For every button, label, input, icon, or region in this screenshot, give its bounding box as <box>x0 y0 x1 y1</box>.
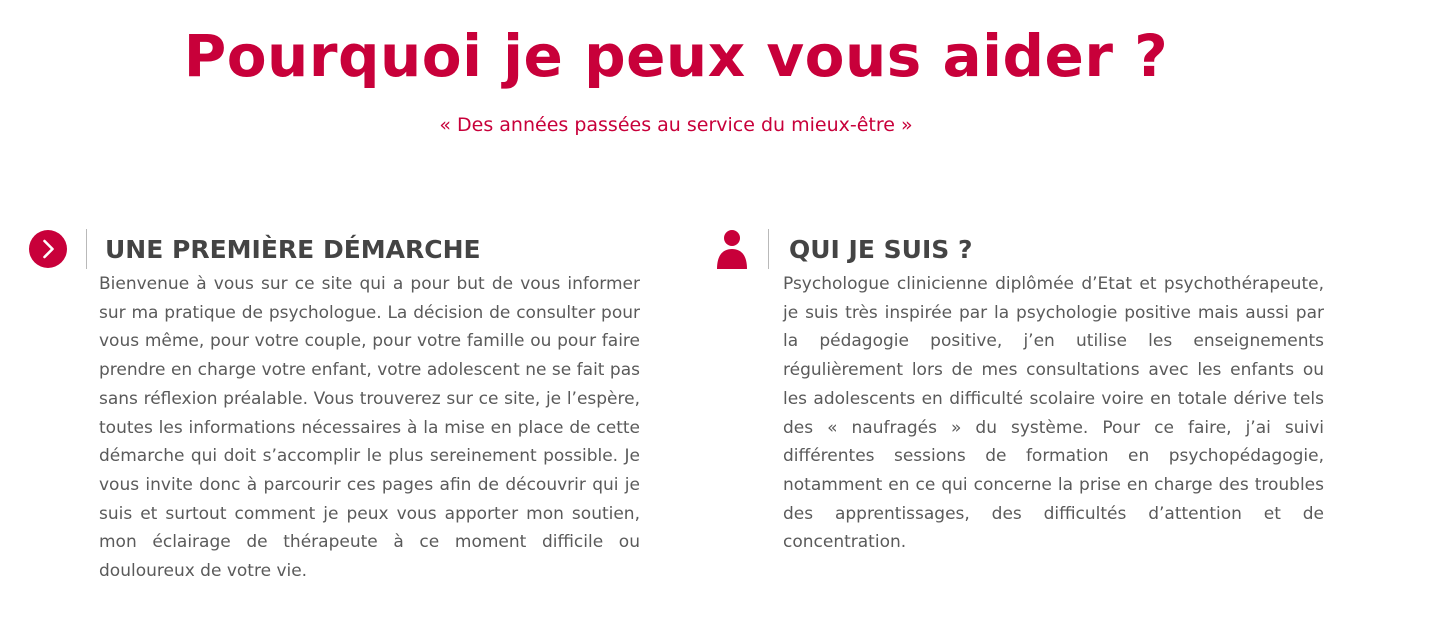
section-body: Psychologue clinicienne diplômée d’Etat et psychothérapeute, je suis très inspirée par la psychologie positive mais aussi par la pédagogie positive, j’en utilise les enseignements régulièrement lors de mes consultations avec les enfants ou les adolescents en difficulté scolaire voire en totale dérive tels des « naufragés » du système. Pour ce faire, j’ai suivi différentes sessions de formation en psychopédagogie, notamment en ce qui concerne la prise en charge des troubles des apprentissages, des difficultés d’attention et de concentration. <box>783 274 1324 553</box>
page-title: Pourquoi je peux vous aider ? <box>183 22 1169 90</box>
section-body: Bienvenue à vous sur ce site qui a pour but de vous informer sur ma pratique de psychologue. La décision de consulter pour vous même, pour votre couple, pour votre famille ou pour faire prendre en charge votre enfant, votre adolescent ne se fait pas sans réflexion préalable. Vous trouverez sur ce site, je l’espère, toutes les informations nécessaires à la mise en place de cette démarche qui doit s’accomplir le plus sereinement possible. Je vous invite donc à parcourir ces pages afin de découvrir qui je suis et surtout comment je peux vous apporter mon soutien, mon éclairage de thérapeute à ce moment difficile ou douloureux de votre vie. <box>99 274 640 582</box>
user-icon <box>714 229 750 275</box>
section-divider <box>86 229 87 269</box>
section-title: QUI JE SUIS ? <box>789 235 973 264</box>
chevron-right-circle-icon <box>28 229 68 273</box>
page-subtitle: « Des années passées au service du mieux-être » <box>439 114 913 136</box>
section-title: UNE PREMIÈRE DÉMARCHE <box>105 235 481 264</box>
section-divider <box>768 229 769 269</box>
